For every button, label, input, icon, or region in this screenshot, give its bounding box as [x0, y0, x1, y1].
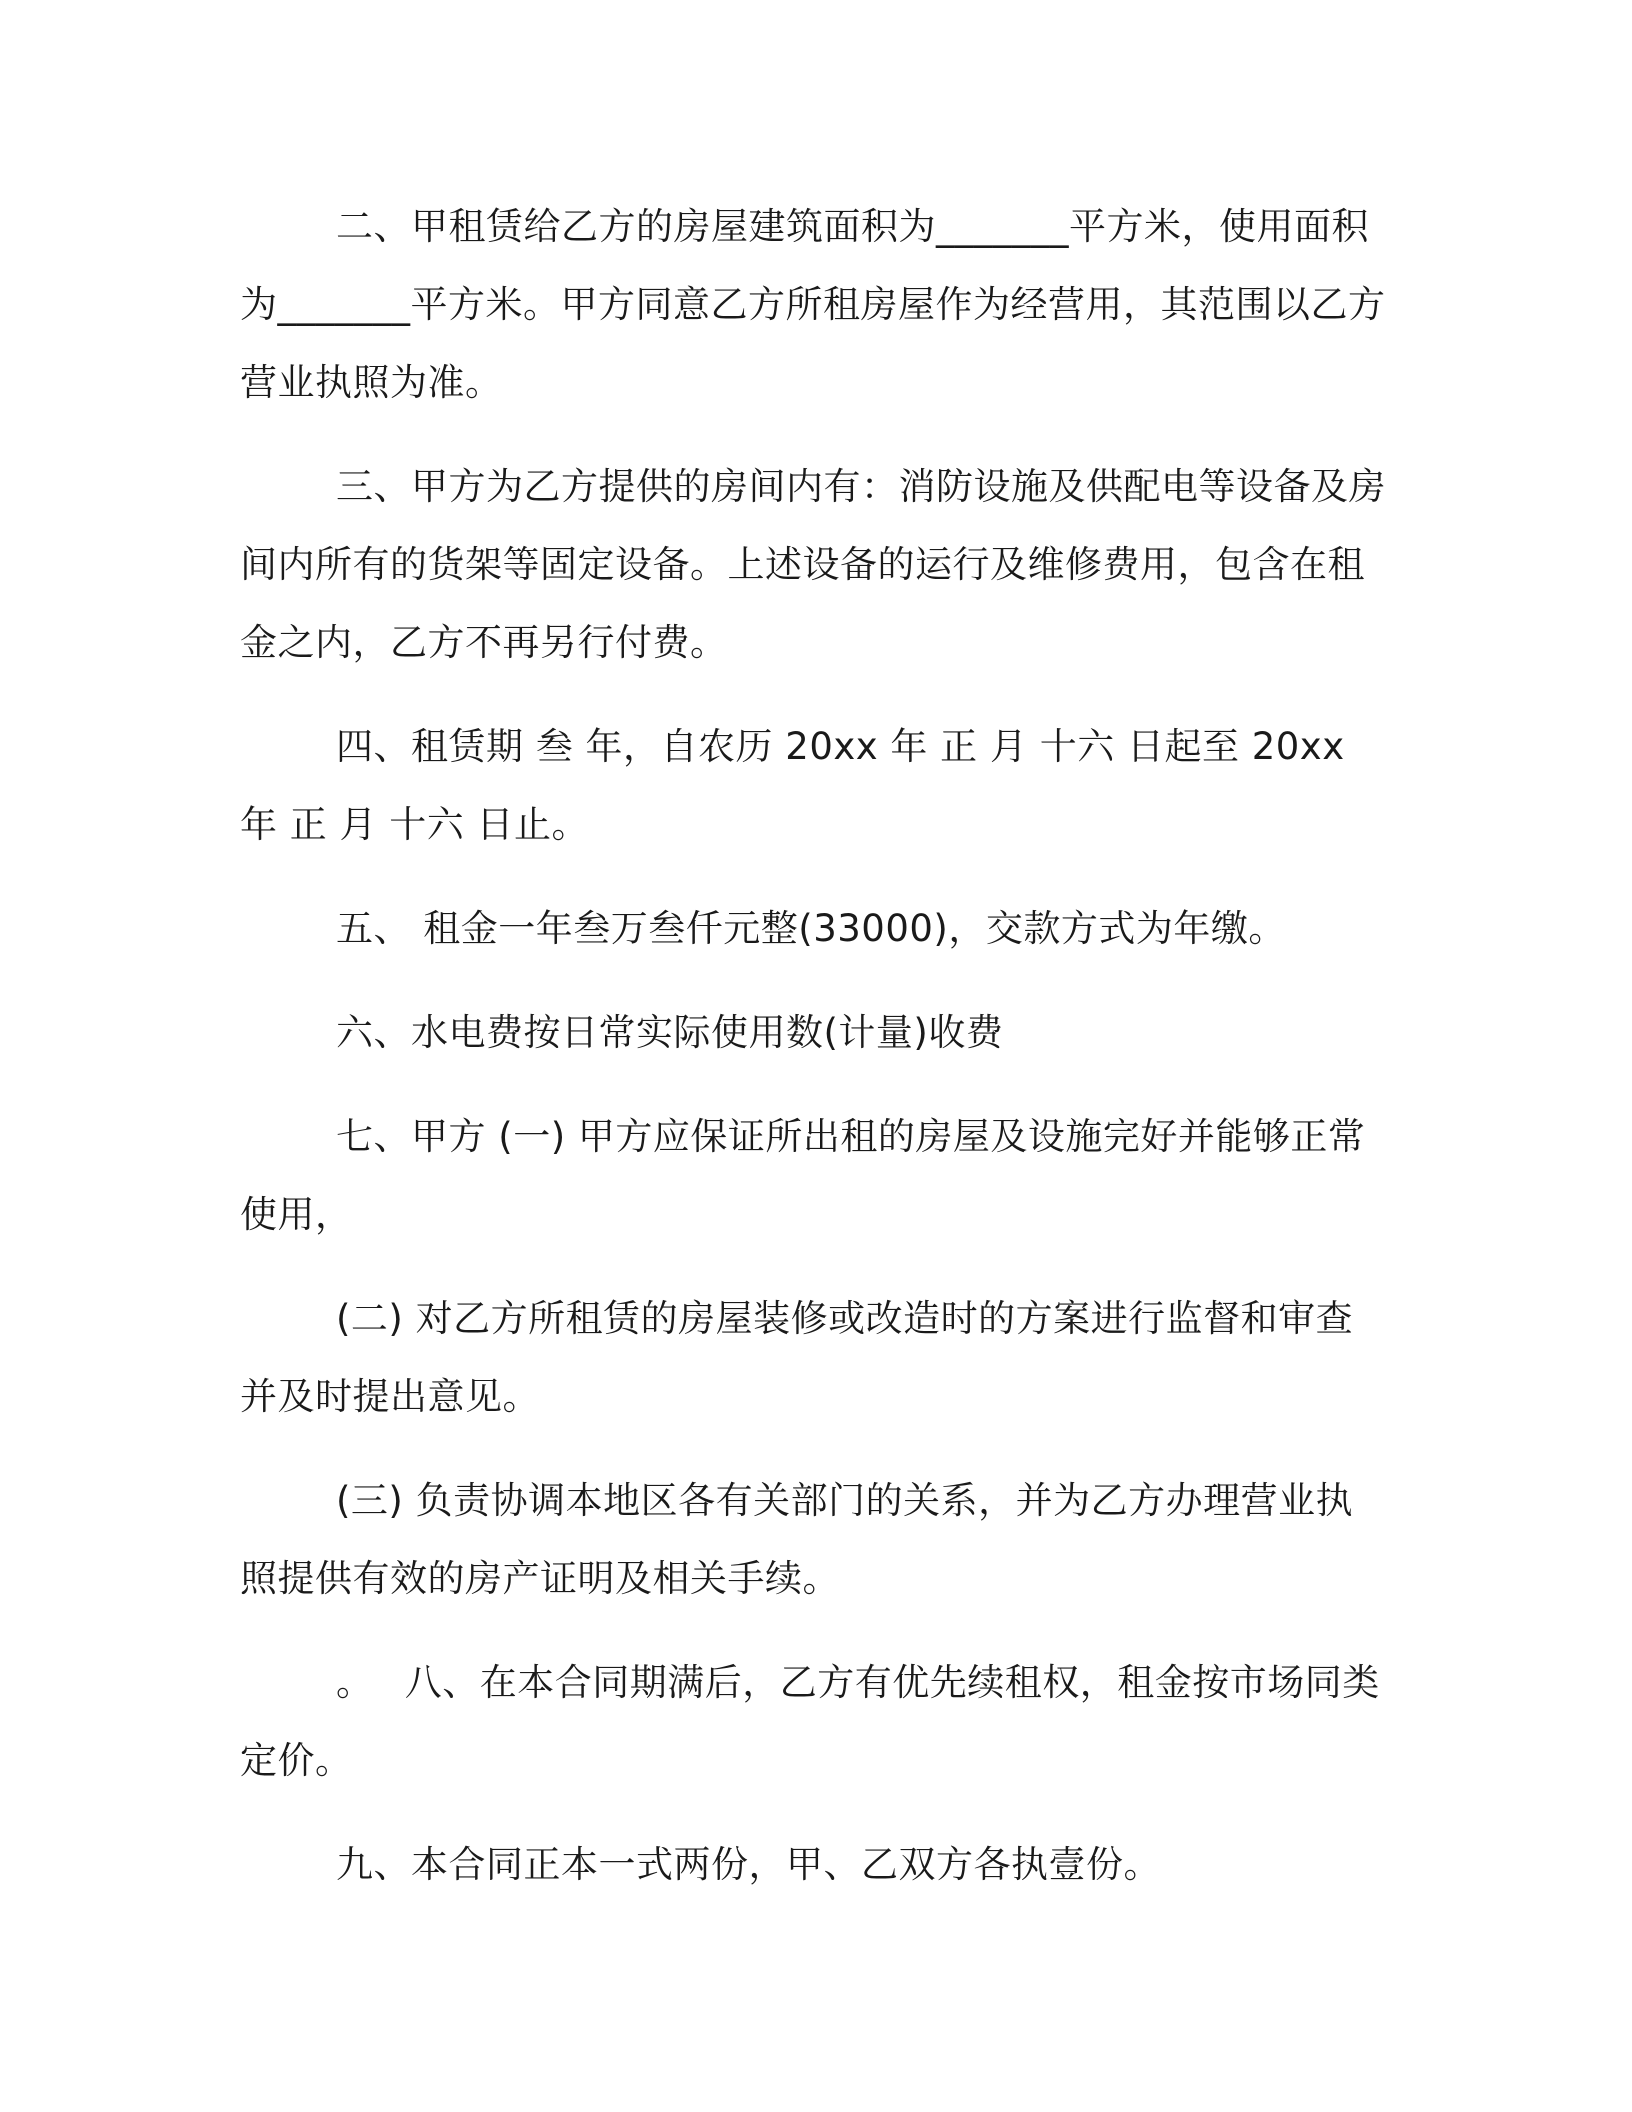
clause-3: 三、甲方为乙方提供的房间内有：消防设施及供配电等设备及房间内所有的货架等固定设备。上述设备的运行及维修费用，包含在租金之内，乙方不再另行付费。	[240, 465, 1386, 664]
clause-9: 九、本合同正本一式两份，甲、乙双方各执壹份。	[336, 1843, 1161, 1886]
clause-7-item-2: (二) 对乙方所租赁的房屋装修或改造时的方案进行监督和审查并及时提出意见。	[240, 1297, 1354, 1418]
contract-body	[240, 188, 1390, 1930]
clause-6: 六、水电费按日常实际使用数(计量)收费	[336, 1011, 1004, 1054]
clause-4: 四、租赁期 叁 年，自农历 20xx 年 正 月 十六 日起至 20xx 年 正 月 十六 日止。	[240, 725, 1345, 846]
clause-7-item-3: (三) 负责协调本地区各有关部门的关系，并为乙方办理营业执照提供有效的房产证明及相关手续。	[240, 1479, 1354, 1600]
clause-5: 五、 租金一年叁万叁仟元整(33000)，交款方式为年缴。	[336, 907, 1286, 950]
clause-7-item-1: 七、甲方 (一) 甲方应保证所出租的房屋及设施完好并能够正常使用，	[240, 1115, 1366, 1236]
clause-8: 。 八、在本合同期满后，乙方有优先续租权，租金按市场同类定价。	[240, 1661, 1380, 1782]
clause-2: 二、甲租赁给乙方的房屋建筑面积为_______平方米，使用面积为_______平方米。甲方同意乙方所租房屋作为经营用，其范围以乙方营业执照为准。	[240, 205, 1386, 404]
